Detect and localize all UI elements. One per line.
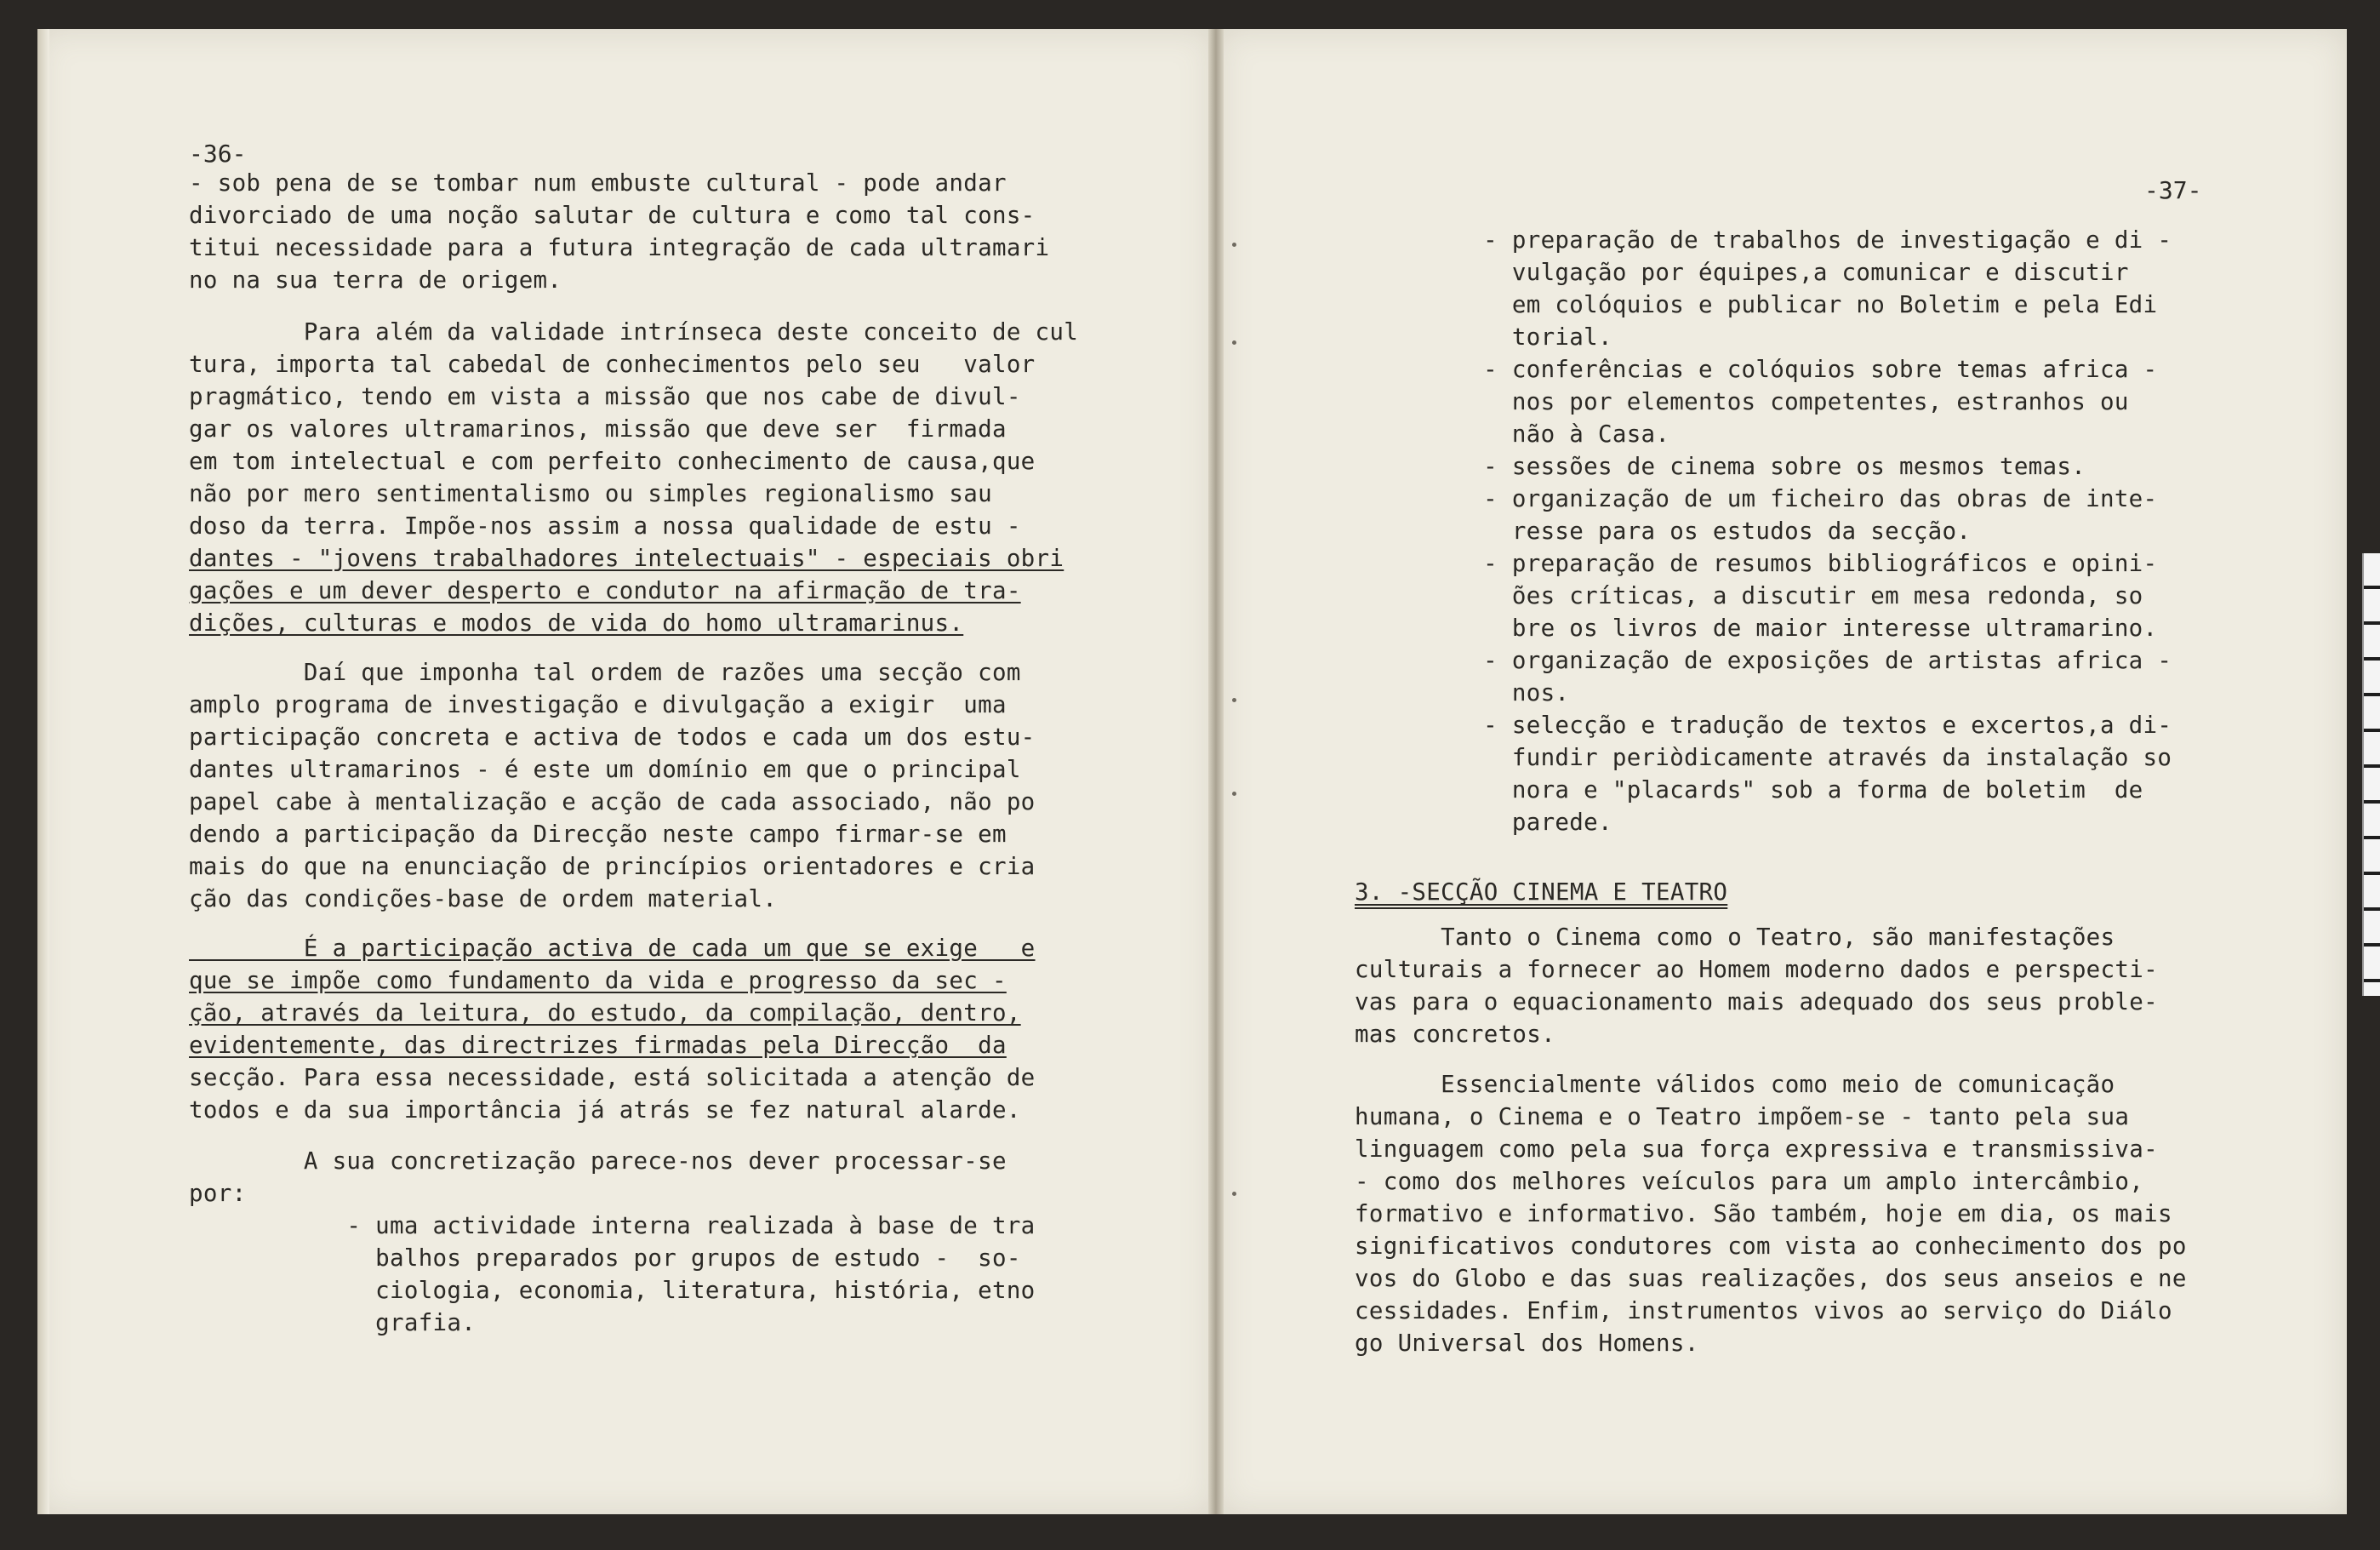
text-line: divorciado de uma noção salutar de cultura e como tal cons- [189,202,1036,229]
text-line: por: [189,1180,247,1207]
text-line: mais do que na enunciação de princípios orientadores e cria [189,853,1036,880]
text-line: pragmático, tendo em vista a missão que nos cabe de divul- [189,383,1021,410]
text-line: cessidades. Enfim, instrumentos vivos ao serviço do Diálo [1355,1297,2172,1324]
underlined-text-line: evidentemente, das directrizes firmadas pela Direcção da [189,1032,1007,1059]
binding-hole [1232,792,1236,796]
binding-hole [1232,698,1236,702]
text-line: significativos condutores com vista ao conhecimento dos po [1355,1233,2187,1260]
underlined-text-line: dições, culturas e modos de vida do homo ultramarinus. [189,609,964,637]
list-item: - uma actividade interna realizada à base de tra [189,1212,1036,1239]
list-item: - selecção e tradução de textos e excertos,a di- [1397,712,2172,739]
text-line: ção das condições-base de ordem material. [189,885,778,912]
text-line: humana, o Cinema e o Teatro impõem-se - tanto pela sua [1355,1103,2130,1130]
text-line: não por mero sentimentalismo ou simples regionalismo sau [189,480,992,507]
list-item: nora e "placards" sob a forma de boletim de [1397,776,2143,804]
text-line: culturais a fornecer ao Homem moderno dados e perspecti- [1355,956,2158,983]
list-item: - preparação de resumos bibliográficos e opini- [1397,550,2158,577]
list-item: nos. [1397,679,1570,706]
binding-hole [1232,1192,1236,1196]
underlined-text-line: que se impõe como fundamento da vida e progresso da sec - [189,967,1007,994]
list-item: vulgação por équipes,a comunicar e discutir [1397,259,2129,286]
left-page-number: -36- [189,140,247,168]
underlined-text-line: gações e um dever desperto e condutor na afirmação de tra- [189,577,1021,604]
text-line: tura, importa tal cabedal de conhecimentos pelo seu valor [189,351,1036,378]
book-gutter [1208,29,1224,1514]
text-line: participação concreta e activa de todos e cada um dos estu- [189,724,1036,751]
text-line: - sob pena de se tombar num embuste cultural - pode andar [189,169,1007,197]
section-heading: 3. -SECÇÃO CINEMA E TEATRO [1355,878,1728,906]
text-line: Daí que imponha tal ordem de razões uma secção com [189,659,1021,686]
text-line: Essencialmente válidos como meio de comunicação [1355,1071,2115,1098]
text-line: Para além da validade intrínseca deste conceito de cul [189,318,1079,346]
text-line: vas para o equacionamento mais adequado dos seus proble- [1355,988,2158,1015]
text-line: gar os valores ultramarinos, missão que deve ser firmada [189,415,1007,443]
text-line: linguagem como pela sua força expressiva e transmissiva- [1355,1135,2158,1163]
list-item: resse para os estudos da secção. [1397,518,1972,545]
text-line: go Universal dos Homens. [1355,1330,1699,1357]
list-item: torial. [1397,323,1612,351]
text-line: papel cabe à mentalização e acção de cada associado, não po [189,788,1036,815]
list-item: fundir periòdicamente através da instalação so [1397,744,2172,771]
underlined-text-line: dantes - "jovens trabalhadores intelectuais" - especiais obri [189,545,1064,572]
text-line: secção. Para essa necessidade, está solicitada a atenção de [189,1064,1036,1091]
binding-hole [1232,243,1236,247]
text-line: mas concretos. [1355,1021,1555,1048]
list-item: - organização de exposições de artistas africa - [1397,647,2172,674]
text-line: amplo programa de investigação e divulgação a exigir uma [189,691,1007,718]
list-item: em colóquios e publicar no Boletim e pela Edi [1397,291,2158,318]
list-item: grafia. [189,1309,477,1336]
text-line: Tanto o Cinema como o Teatro, são manifestações [1355,924,2115,951]
list-item: balhos preparados por grupos de estudo - so- [189,1244,1021,1272]
right-page-number: -37- [2144,176,2202,204]
text-line: em tom intelectual e com perfeito conhecimento de causa,que [189,448,1036,475]
text-line: no na sua terra de origem. [189,266,562,294]
text-line: dantes ultramarinos - é este um domínio em que o principal [189,756,1021,783]
list-item: - conferências e colóquios sobre temas africa - [1397,356,2158,383]
text-line: formativo e informativo. São também, hoje em dia, os mais [1355,1200,2172,1227]
list-item: ciologia, economia, literatura, história, etno [189,1277,1036,1304]
list-item: - organização de um ficheiro das obras de inte- [1397,485,2158,512]
text-line: todos e da sua importância já atrás se fez natural alarde. [189,1096,1021,1124]
list-item: não à Casa. [1397,420,1670,448]
left-page-edge [37,29,49,1514]
text-line: - como dos melhores veículos para um amplo intercâmbio, [1355,1168,2144,1195]
text-line: A sua concretização parece-nos dever processar-se [189,1147,1007,1175]
text-line: titui necessidade para a futura integração de cada ultramari [189,234,1050,261]
list-item: - sessões de cinema sobre os mesmos temas. [1397,453,2086,480]
text-line: dendo a participação da Direcção neste campo firmar-se em [189,821,1007,848]
list-item: parede. [1397,809,1612,836]
underlined-text-line: ção, através da leitura, do estudo, da compilação, dentro, [189,999,1021,1027]
text-line: doso da terra. Impõe-nos assim a nossa qualidade de estu - [189,512,1021,540]
text-line: vos do Globo e das suas realizações, dos seus anseios e ne [1355,1265,2187,1292]
list-item: bre os livros de maior interesse ultramarino. [1397,615,2158,642]
binding-hole [1232,340,1236,345]
list-item: - preparação de trabalhos de investigação e di - [1397,226,2172,254]
color-scale-bar [2362,553,2380,996]
list-item: nos por elementos competentes, estranhos ou [1397,388,2129,415]
underlined-text-line: É a participação activa de cada um que se exige e [189,935,1036,962]
list-item: ões críticas, a discutir em mesa redonda, so [1397,582,2143,609]
